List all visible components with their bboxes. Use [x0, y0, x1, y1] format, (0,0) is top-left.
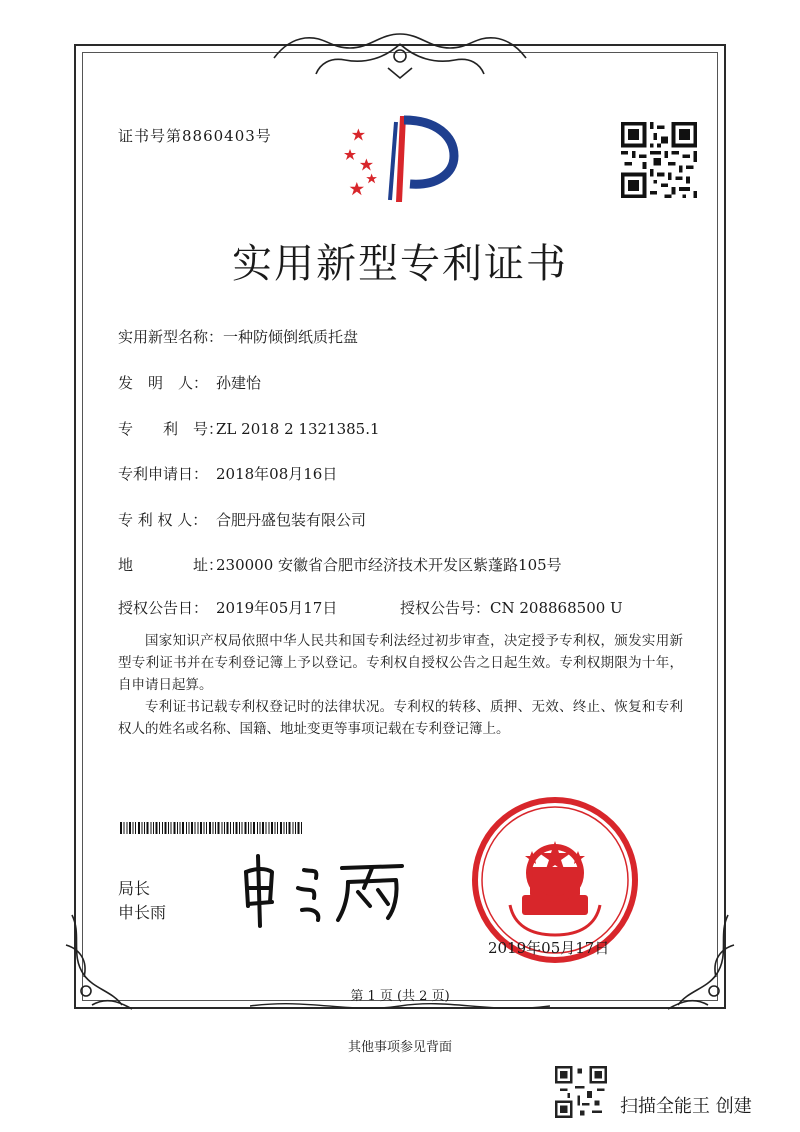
barcode-bar — [222, 822, 223, 834]
certificate-title: 实用新型专利证书 — [232, 241, 568, 287]
barcode-bar — [147, 822, 149, 834]
barcode-bar — [227, 822, 229, 834]
grant-number-row — [400, 597, 623, 618]
barcode-bar — [144, 822, 145, 834]
barcode-bar — [174, 822, 176, 834]
barcode-bar — [301, 822, 302, 834]
barcode-bar — [239, 822, 240, 834]
address-row — [118, 554, 562, 575]
signer-title: 局长 — [118, 879, 151, 898]
scanner-qr-code — [555, 1066, 607, 1118]
page-number: 第 1 页 (共 2 页) — [350, 989, 450, 1004]
barcode-bar — [213, 822, 214, 834]
patent-office-emblem — [338, 112, 462, 206]
field-label: 专 利 号： — [118, 420, 224, 438]
field-label: 地 址： — [118, 556, 224, 574]
field-label: 专利申请日： — [118, 465, 209, 483]
barcode-bar — [162, 822, 163, 834]
barcode-bar — [182, 822, 184, 834]
inventor-row — [118, 372, 261, 393]
barcode-bar — [138, 822, 140, 834]
barcode-bar — [295, 822, 296, 834]
barcode-bar — [275, 822, 276, 834]
barcode-bar — [129, 822, 131, 834]
barcode-bar — [186, 822, 187, 834]
field-value: 一种防倾倒纸质托盘 — [223, 328, 359, 346]
field-value: 2018年08月16日 — [216, 465, 338, 483]
barcode-bar — [177, 822, 178, 834]
field-value: 合肥丹盛包装有限公司 — [216, 511, 367, 529]
barcode-bar — [233, 822, 234, 834]
field-value: 2019年05月17日 — [216, 599, 338, 617]
barcode-bar — [230, 822, 231, 834]
certificate-number: 证书号第8860403号 — [118, 127, 272, 145]
utility-model-name-row — [118, 326, 358, 347]
seal-date: 2019年05月17日 — [488, 939, 610, 957]
top-ornament — [270, 28, 530, 84]
barcode-bar — [198, 822, 199, 834]
field-label: 专 利 权 人： — [118, 511, 208, 529]
barcode-bar — [242, 822, 243, 834]
field-value: 230000 安徽省合肥市经济技术开发区紫蓬路105号 — [216, 556, 562, 574]
barcode-bar — [191, 822, 193, 834]
barcode-bar — [153, 822, 154, 834]
barcode-bar — [257, 822, 258, 834]
barcode-bar — [171, 822, 172, 834]
barcode-bar — [189, 822, 190, 834]
barcode-bar — [293, 822, 294, 834]
barcode-bar — [135, 822, 136, 834]
barcode-bar — [286, 822, 287, 834]
scanner-watermark: 扫描全能王 创建 — [620, 1096, 752, 1117]
field-value: CN 208868500 U — [490, 599, 623, 617]
barcode-bar — [260, 822, 261, 834]
barcode-bar — [251, 822, 252, 834]
barcode-bar — [206, 822, 207, 834]
patent-number-row — [118, 418, 380, 439]
barcode-bar — [280, 822, 282, 834]
barcode-bar — [224, 822, 225, 834]
see-back-note: 其他事项参见背面 — [347, 1040, 452, 1055]
barcode-bar — [236, 822, 238, 834]
field-label: 授权公告日： — [118, 599, 209, 617]
barcode-bar — [245, 822, 247, 834]
barcode-bar — [271, 822, 273, 834]
barcode-bar — [218, 822, 220, 834]
barcode-bar — [215, 822, 216, 834]
legal-status-paragraph: 专利证书记载专利权登记时的法律状况。专利权的转移、质押、无效、终止、恢复和专利权人的姓名或名称、国籍、地址变更等事项记载在专利登记簿上。 — [118, 699, 683, 737]
barcode-bar — [209, 822, 211, 834]
grant-statement-paragraph: 国家知识产权局依照中华人民共和国专利法经过初步审查，决定授予专利权，颁发实用新型专利证书并在专利登记簿上予以登记。专利权自授权公告之日起生效。专利权期限为十年，自申请日起算。 — [118, 633, 683, 693]
filing-date-row — [118, 463, 337, 484]
barcode-bar — [289, 822, 291, 834]
barcode-bar — [165, 822, 167, 834]
field-label: 实用新型名称： — [118, 328, 224, 346]
signer-name: 申长雨 — [118, 903, 167, 922]
field-label: 授权公告号： — [400, 599, 491, 617]
barcode-bar — [159, 822, 160, 834]
barcode-bar — [248, 822, 249, 834]
barcode-bar — [298, 822, 300, 834]
barcode-bar — [142, 822, 143, 834]
field-value: 孙建怡 — [216, 374, 262, 392]
barcode-bar — [284, 822, 285, 834]
barcode-bar — [127, 822, 128, 834]
barcode-bar — [180, 822, 181, 834]
barcode-bar — [277, 822, 278, 834]
qr-code — [621, 122, 697, 198]
barcode — [120, 822, 306, 834]
barcode-bar — [253, 822, 255, 834]
barcode-bar — [156, 822, 158, 834]
barcode-bar — [204, 822, 205, 834]
barcode-bar — [262, 822, 264, 834]
barcode-bar — [120, 822, 122, 834]
handwritten-signature — [232, 848, 412, 928]
barcode-bar — [151, 822, 152, 834]
field-label: 发 明 人： — [118, 374, 209, 392]
field-value: ZL 2018 2 1321385.1 — [216, 420, 380, 438]
barcode-bar — [269, 822, 270, 834]
barcode-bar — [200, 822, 202, 834]
barcode-bar — [124, 822, 125, 834]
barcode-bar — [195, 822, 196, 834]
barcode-bar — [266, 822, 267, 834]
patentee-row — [118, 509, 366, 530]
barcode-bar — [133, 822, 134, 834]
barcode-bar — [168, 822, 169, 834]
grant-date-row — [118, 597, 337, 618]
